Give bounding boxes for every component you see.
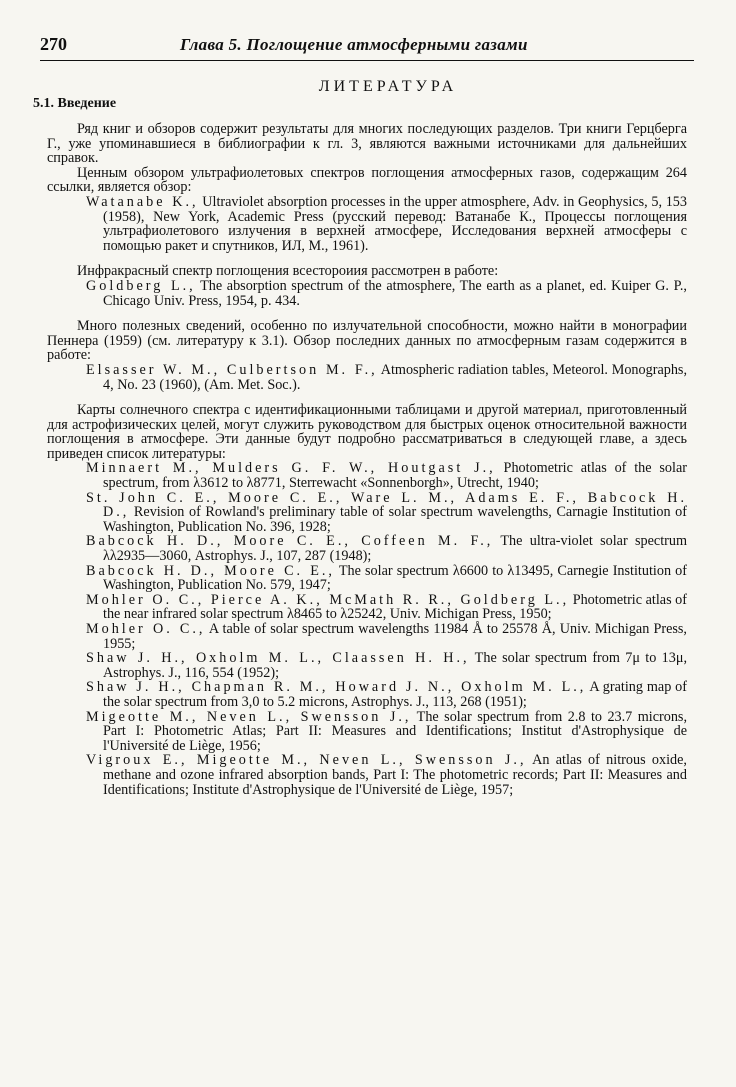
running-title: Глава 5. Поглощение атмосферными газами — [180, 35, 528, 54]
reference-authors: Shaw J. H., Oxholm M. L., Claassen H. H., — [86, 650, 470, 667]
bibliography-entry — [47, 593, 687, 622]
reference-authors: Shaw J. H., Chapman R. M., Howard J. N., Oxholm M. L., — [86, 679, 587, 696]
reference-authors: Elsasser W. M., Culbertson M. F., — [86, 361, 378, 378]
reference-authors: Vigroux E., Migeotte M., Neven L., Swensson J., — [86, 752, 527, 769]
bibliography-entry — [47, 534, 687, 563]
body-paragraph: Инфракрасный спектр поглощения всестороиия рассмотрен в работе: — [77, 263, 499, 280]
bibliography-entry — [47, 753, 687, 797]
bibliography-entry — [47, 279, 687, 308]
reference-authors: Goldberg L., — [86, 277, 196, 294]
bibliography-entry — [47, 491, 687, 535]
reference-text: The solar spectrum from 7μ to 13μ, Astrophys. J., 116, 554 (1952); — [103, 650, 687, 681]
page-number: 270 — [40, 34, 67, 54]
reference-text: Ultraviolet absorption processes in the upper atmosphere, Adv. in Geophysics, 5, 153 (1958), New York, Academic Press (русский перевод: Ватанабе К., Процессы поглощения ультрафиолетового излучения в верхней атмосфере, Исследования верхней атмосферы с помощью ракет и спутников, ИЛ, М., 1961). — [103, 193, 687, 254]
section-title: ЛИТЕРАТУРА — [318, 78, 458, 95]
bibliography-entry — [47, 195, 687, 253]
bibliography-entry — [47, 680, 687, 709]
reference-authors: Watanabe K., — [86, 193, 199, 210]
bibliography-entry — [47, 363, 687, 392]
bibliography-entry — [47, 564, 687, 593]
reference-authors: Migeotte M., Neven L., Swensson J., — [86, 708, 412, 725]
page-header — [40, 34, 694, 61]
reference-text: An atlas of nitrous oxide, methane and ozone infrared absorption bands, Part I: The photometric records; Part II: Measures and Identifications; Institute d'Astrophysique de l'Université de Liège, 1957; — [103, 752, 687, 798]
subsection-title: 5.1. Введение — [33, 96, 117, 111]
reference-authors: Mohler O. C., — [86, 621, 206, 637]
reference-text: The solar spectrum λ6600 to λ13495, Carnegie Institution of Washington, Publication No. 579, 1947; — [103, 562, 687, 594]
reference-authors: St. John C. E., Moore C. E., Ware L. M., Adams E. F., Babcock H. D., — [86, 489, 687, 521]
reference-text: The solar spectrum from 2.8 to 23.7 microns, Part I: Photometric Atlas; Part II: Measures and Identifications; Institut d'Astrophysique de l'Université de Liège, 1956; — [103, 708, 687, 754]
body-paragraph: Ценным обзором ультрафиолетовых спектров поглощения атмосферных газов, содержащим 264 ссылки, является обзор: — [47, 164, 687, 196]
body-paragraph: Карты солнечного спектра с идентификационными таблицами и другой материал, приготовленный для астрофизических целей, могут служить руководством для быстрых оценок относительной важности поглощения в атмосфере. Эти данные будут подробно рассматриваться в следующей главе, а здесь приведен список литературы: — [47, 402, 687, 462]
reference-text: A grating map of the solar spectrum from 3,0 to 5.2 microns, Astrophys. J., 113, 268 (1951); — [103, 679, 687, 710]
body-paragraph: Ряд книг и обзоров содержит результаты для многих последующих разделов. Три книги Герцберга Г., уже упоминавшиеся в библиографии к гл. 3, являются важными источниками для дальнейших справок. — [47, 121, 687, 167]
bibliography-entry — [47, 710, 687, 754]
bibliography-entry — [47, 461, 687, 490]
reference-text: The absorption spectrum of the atmosphere, The earth as a planet, ed. Kuiper G. P., Chicago Univ. Press, 1954, p. 434. — [103, 277, 687, 309]
reference-text: Photometric atlas of the near infrared solar spectrum λ8465 to λ25242, Univ. Michigan Press, 1950; — [103, 591, 687, 623]
body-paragraph: Много полезных сведений, особенно по излучательной способности, можно найти в монографии Пеннера (1959) (см. литературу к 3.1). Обзор последних данных по атмосферным газам содержится в работе: — [47, 318, 687, 364]
reference-authors: Minnaert M., Mulders G. F. W., Houtgast J., — [86, 460, 496, 477]
reference-text: Revision of Rowland's preliminary table of solar spectrum wavelengths, Carnagie Institution of Washington, Publication No. 396, 1928; — [103, 504, 687, 535]
reference-text: Atmospheric radiation tables, Meteorol. Monographs, 4, No. 23 (1960), (Am. Met. Soc.). — [103, 361, 687, 393]
bibliography-entry — [47, 651, 687, 680]
reference-text: A table of solar spectrum wavelengths 11984 Å to 25578 Å, Univ. Michigan Press, 1955; — [103, 621, 687, 652]
bibliography-entry — [47, 622, 687, 651]
reference-text: Photometric atlas of the solar spectrum, from λ3612 to λ8771, Sterrewacht «Sonnenborgh», Utrecht, 1940; — [103, 460, 687, 492]
reference-authors: Mohler O. C., Pierce A. K., McMath R. R., Goldberg L., — [86, 591, 570, 608]
bibliography-content — [47, 122, 687, 797]
reference-text: The ultra-violet solar spectrum λλ2935—3060, Astrophys. J., 107, 287 (1948); — [103, 533, 688, 565]
reference-authors: Babcock H. D., Moore C. E., Coffeen M. F., — [86, 533, 494, 550]
reference-authors: Babcock H. D., Moore C. E., — [86, 562, 335, 579]
